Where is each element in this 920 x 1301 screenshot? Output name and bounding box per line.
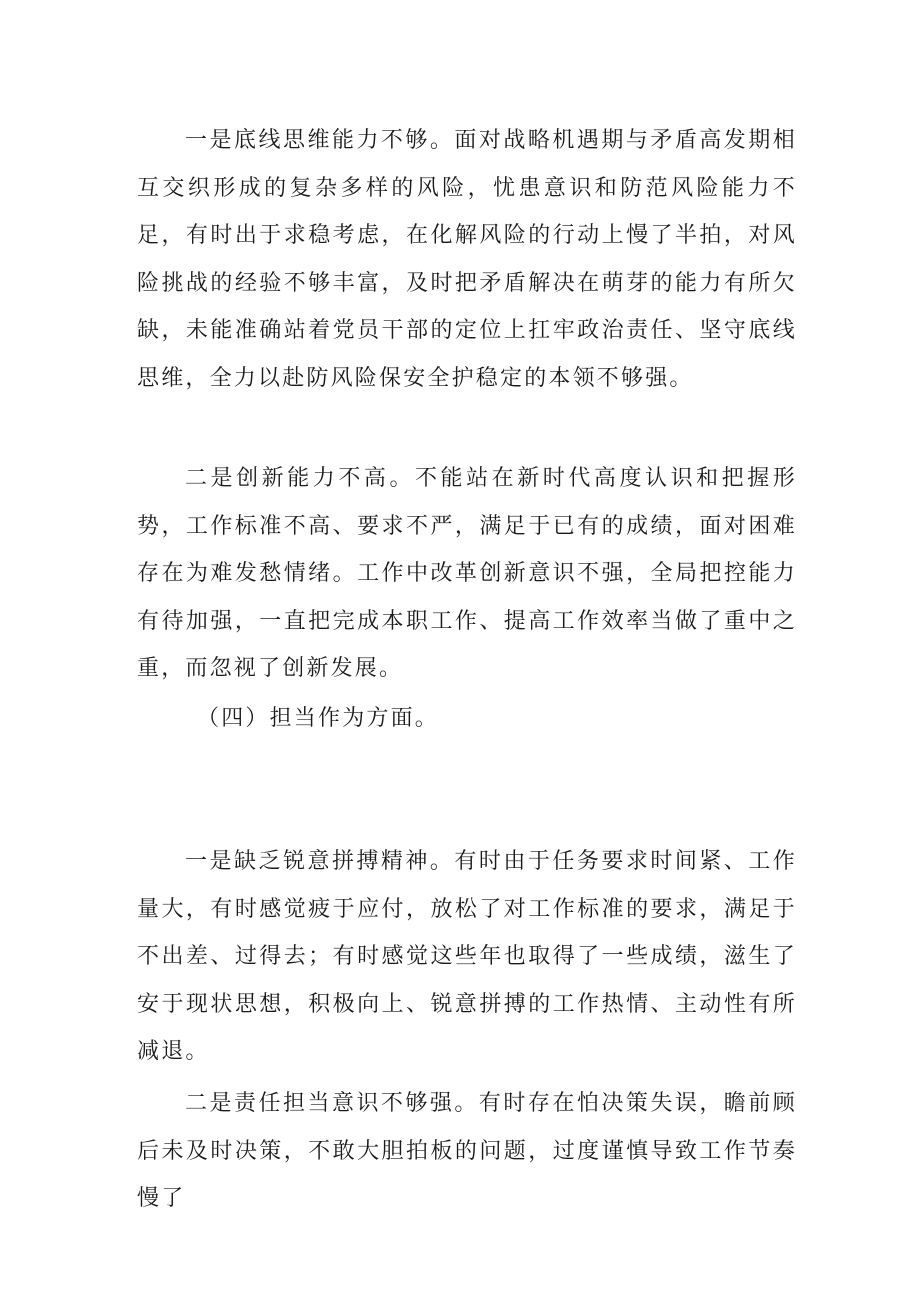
paragraph-innovation-ability: 二是创新能力不高。不能站在新时代高度认识和把握形势，工作标准不高、要求不严，满足于已有的成绩，面对困难存在为难发愁情绪。工作中改革创新意识不强，全局把控能力有待加强，一直把完成本职工作、提高工作效率当做了重中之重，而忽视了创新发展。: [137, 466, 797, 681]
paragraph-bottom-line-thinking: 一是底线思维能力不够。面对战略机遇期与矛盾高发期相互交织形成的复杂多样的风险，忧患意识和防范风险能力不足，有时出于求稳考虑，在化解风险的行动上慢了半拍，对风险挑战的经验不够丰富，及时把矛盾解决在萌芽的能力有所欠缺，未能准确站着党员干部的定位上扛牢政治责任、坚守底线思维，全力以赴防风险保安全护稳定的本领不够强。: [137, 128, 797, 391]
paragraph-responsibility-awareness: 二是责任担当意识不够强。有时存在怕决策失误，瞻前顾后未及时决策，不敢大胆拍板的问题，过度谨慎导致工作节奏慢了: [137, 1091, 797, 1211]
section-heading-responsibility: （四）担当作为方面。: [197, 706, 440, 731]
paragraph-lack-of-drive: 一是缺乏锐意拼搏精神。有时由于任务要求时间紧、工作量大，有时感觉疲于应付，放松了对工作标准的要求，满足于不出差、过得去；有时感觉这些年也取得了一些成绩，滋生了安于现状思想，积极向上、锐意拼搏的工作热情、主动性有所减退。: [137, 849, 797, 1064]
